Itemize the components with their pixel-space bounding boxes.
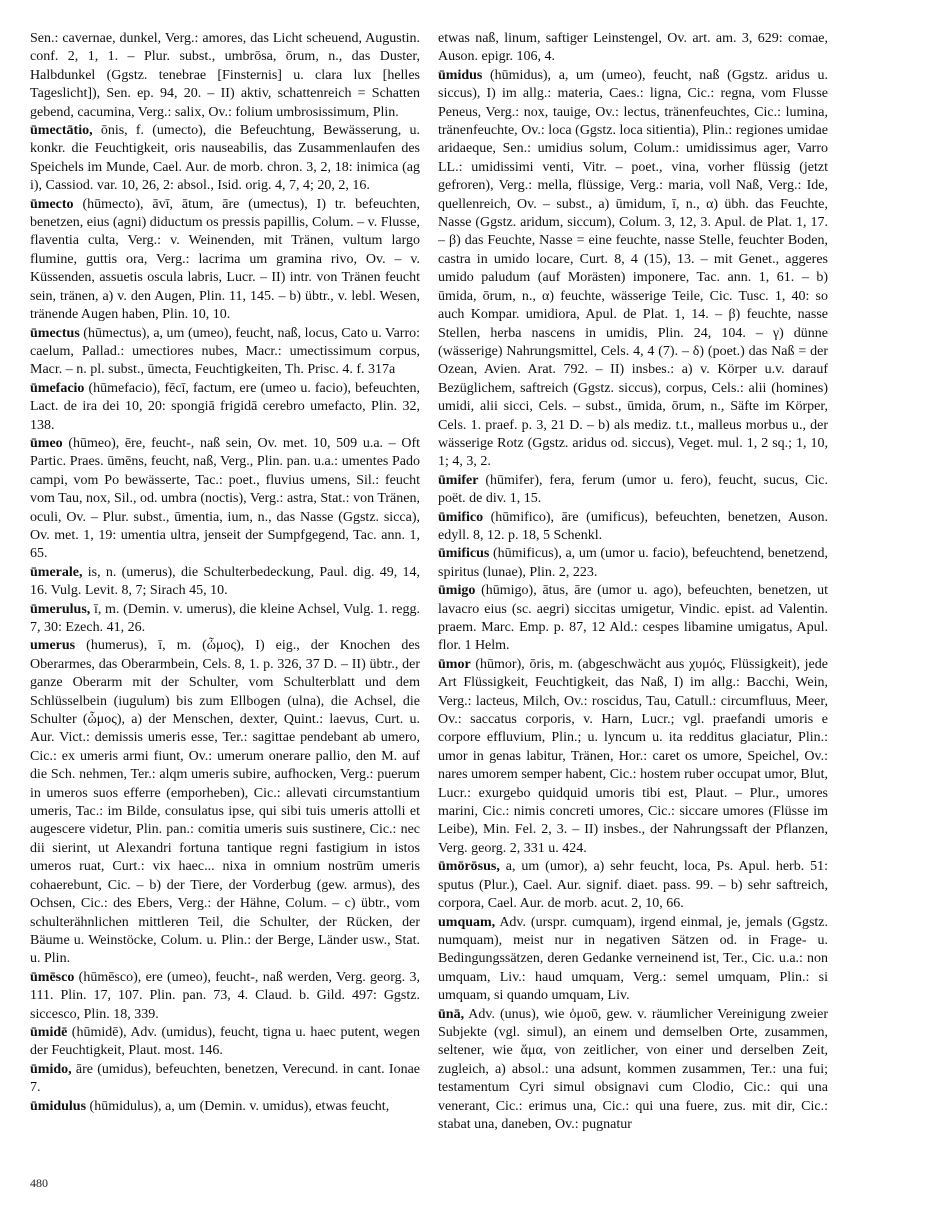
entry-text: (hūmecto), āvī, ātum, āre (umectus), I) tr. befeuchten, benetzen, eius (agni) diductum os pressis papillis, Colum. – v. Flusse, flaventia culta, Verg.: v. Weinenden, mit Tränen, vultum largo flumine, guttis ora, Verg.: lacrima um gramina rivo, Ov. – v. Küssenden, assuetis oscula labris, Lucr. – II) intr. von Tränen feucht sein, tränen, a) v. den Augen, Plin. 11, 145. – b) übtr., v. lebl. Wesen, tränende Augen haben, Plin. 10, 10. — [30, 196, 420, 323]
dictionary-entry — [438, 545, 828, 582]
entry-text: (hūmeo), ēre, feucht-, naß sein, Ov. met. 10, 509 u.a. – Oft Partic. Praes. ūmēns, feucht, naß, Verg., Plin. pan. u.a.: umentes Pado campi, vom Po bewässerte, Tac.: poet., fluvius umens, Sil.: feucht vom Tau, nox, Sil., od. umbra (noctis), Verg.: astra, Stat.: von Tränen, oculi, Ov. – Plur. subst., ūmentia, ium, n., das Nasse (Ggstz. sicca), Ov. met. 1, 19: umentia ultra, jenseit der Sumpfgegend, Tac. ann. 1, 65. — [30, 435, 420, 562]
page-number: 480 — [30, 1176, 48, 1190]
dictionary-entry — [30, 969, 420, 1024]
entry-text: (hūmidulus), a, um (Demin. v. umidus), etwas feucht, — [86, 1098, 390, 1114]
entry-text: etwas naß, linum, saftiger Leinstengel, Ov. art. am. 3, 629: comae, Auson. epigr. 106, 4. — [438, 31, 828, 65]
entry-text: (hūmidus), a, um (umeo), feucht, naß (Ggstz. aridus u. siccus), I) im allg.: materia, Caes.: ligna, Cic.: regna, vom Flusse Peneus, Verg.: nox, tauige, Ov.: lectus, tränenfeuchtes, Cic.: lumina, tränenfeuchte, Ov.: loca (Ggstz. loca sitientia), Plin.: regiones umidae aridaeque, Sen.: umidius solum, Colum.: umidissimus ager, Varro LL.: umidissimi venti, Vitr. – poet., vina, vorher flüssig (jetzt gefroren), Verg.: mella, flüssige, Verg.: maria, voll Naß, Verg.: Ide, quellenreich, Ov. – subst., a) ūmidum, ī, n., α) übh. das Feuchte, Nasse (Ggstz. aridum, siccum), Colum. 3, 12, 3. Apul. de Plat. 1, 17. – β) das Feuchte, Nasse = eine feuchte, nasse Stelle, feuchter Boden, castra in umido locare, Curt. 8, 4 (15), 13. – mit Genet., aggeres umido paludum (auf Morästen) imponere, Tac. ann. 1, 61. – b) ūmida, ōrum, n., α) feuchte, wässerige Teile, Cic. Tusc. 1, 40: so auch Kompar. umidiora, Apul. de Plat. 1, 14. – β) feuchte, nasse Stellen, herba nascens in umidis, Plin. 24, 104. – γ) dünne (wässerige) Nahrungsmittel, Cels. 4, 4 (7). – δ) (poet.) das Naß = der Ozean, Avien. Arat. 792. – II) insbes.: a) v. Körper u.v. darauf Bezüglichem, saftreich (Ggstz. siccus), corpus, Cels.: alii (homines) umidi, alii sicci, Cels. – subst., ūmida, ōrum, n., Säfte im Körper, Cels. 1. praef. p. 3, 21 D. – b) als mediz. t.t., malleus morbus u., der wässerige Rotz (Ggstz. aridus od. siccus), Veget. mul. 1, 2 sq.; 1, 10, 1; 4, 3, 2. — [438, 67, 828, 470]
entry-headword: ūmōrōsus, — [438, 859, 500, 875]
dictionary-entry — [30, 122, 420, 196]
dictionary-entry — [438, 472, 828, 509]
entry-headword: ūmectātio, — [30, 123, 93, 139]
entry-headword: umquam, — [438, 914, 496, 930]
entry-headword: ūmificus — [438, 546, 490, 562]
entry-text: Adv. (urspr. cumquam), irgend einmal, je, jemals (Ggstz. numquam), meist nur in negativen Sätzen od. in Frage- u. Bedingungssätzen, deren Gedanke verneinend ist, Ter., Cic. u.a.: non umquam, Liv.: haud umquam, Verg.: semel umquam, Plin.: si umquam, si quando umquam, Liv. — [438, 914, 828, 1004]
entry-headword: ūmēsco — [30, 969, 75, 985]
entry-text: Sen.: cavernae, dunkel, Verg.: amores, das Licht scheuend, Augustin. conf. 2, 1, 1. – Plur. subst., umbrōsa, ōrum, n., das Duster, Halbdunkel (Ggstz. tenebrae [Finsternis] u. clara lux [helles Tageslicht]), Sen. ep. 94, 20. – II) aktiv, schattenreich = Schatten gebend, cacumina, Verg.: salix, Ov.: folium umbrosissimum, Plin. — [30, 31, 420, 120]
entry-headword: ūmerulus, — [30, 601, 91, 617]
entry-text: (hūmor), ōris, m. (abgeschwächt aus χυμός, Flüssigkeit), jede Art Flüssigkeit, Feuchtigkeit, das Naß, I) im allg.: Bacchi, Wein, Verg.: lacteus, Milch, Ov.: roscidus, Tau, Catull.: circumfluus, Meer, Ov.: saccatus corporis, v. Harn, Lucr.; vgl. praefandi umoris e corpore effluvium, Plin.; u. lyncum u. ita redditus glaciatur, Plin.: umor in genas labitur, Tränen, Hor.: caret os umore, Speichel, Ov.: nares umorem semper habent, Cic.: hostem ruber occupat umor, Blut, Lucr.: exurgebo quidquid umoris tibi est, Plaut. – Plur., umores marini, Cic.: nimis concreti umores, Cic.: siccare umores (Flüsse im Leibe), Min. Fel. 2, 3. – II) insbes., der Nahrungssaft der Pflanzen, Verg. georg. 2, 331 u. 424. — [438, 656, 828, 856]
entry-headword: ūmidus — [438, 67, 483, 83]
dictionary-entry — [438, 858, 828, 913]
entry-headword: ūmidulus — [30, 1098, 87, 1114]
entry-text: (hūmificus), a, um (umor u. facio), befeuchtend, benetzend, spiritus (lunae), Plin. 2, 223. — [438, 546, 828, 580]
entry-text: (hūmidē), Adv. (umidus), feucht, tigna u. haec putent, wegen der Feuchtigkeit, Plaut. most. 146. — [30, 1024, 420, 1059]
dictionary-entry — [30, 1061, 420, 1098]
entry-text: āre (umidus), befeuchten, benetzen, Verecund. in cant. Ionae 7. — [30, 1061, 420, 1096]
dictionary-entry — [438, 67, 828, 472]
entry-headword: ūmecto — [30, 196, 74, 212]
entry-text: (hūmectus), a, um (umeo), feucht, naß, locus, Cato u. Varro: caelum, Pallad.: umectiores nubes, Macr.: umectissimum corpus, Macr. – n. pl. subst., ūmecta, Feuchtigkeiten, Th. Prisc. 4. f. 317a — [30, 325, 420, 378]
entry-headword: ūmerale, — [30, 564, 83, 580]
entry-text: is, n. (umerus), die Schulterbedeckung, Paul. dig. 49, 14, 16. Vulg. Levit. 8, 7; Sirach 45, 10. — [30, 564, 420, 599]
entry-headword: ūmido, — [30, 1061, 72, 1077]
entry-text: a, um (umor), a) sehr feucht, loca, Ps. Apul. herb. 51: sputus (Plur.), Cael. Aur. signif. diaet. pass. 99. – b) sehr saftreich, corpora, Cael. Aur. de morb. acut. 2, 10, 66. — [438, 859, 828, 912]
entry-text: ī, m. (Demin. v. umerus), die kleine Achsel, Vulg. 1. regg. 7, 30: Ezech. 41, 26. — [30, 601, 420, 635]
entry-headword: ūmeo — [30, 435, 63, 451]
dictionary-entry — [438, 509, 828, 546]
dictionary-entry — [438, 30, 828, 67]
entry-headword: ūmifer — [438, 472, 479, 488]
entry-text: ōnis, f. (umecto), die Befeuchtung, Bewässerung, u. konkr. die Feuchtigkeit, oris nauseabilis, das Zusammenlaufen des Speichels im Munde, Cael. Aur. de morb. chron. 3, 2, 18: inimica (ag i), Cassiod. var. 10, 26, 2: absol., Isid. orig. 4, 7, 4; 20, 2, 16. — [30, 123, 420, 194]
dictionary-entry — [30, 1024, 420, 1061]
entry-headword: ūmectus — [30, 325, 80, 341]
entry-headword: ūnā, — [438, 1006, 465, 1022]
dictionary-entry — [30, 637, 420, 968]
entry-headword: ūmor — [438, 656, 471, 672]
dictionary-entry — [30, 1098, 420, 1116]
dictionary-entry — [30, 30, 420, 122]
entry-headword: umerus — [30, 638, 76, 654]
entry-text: (hūmifico), āre (umificus), befeuchten, benetzen, Auson. edyll. 8, 12. p. 18, 5 Schenkl. — [438, 509, 828, 543]
entry-text: (hūmēsco), ere (umeo), feucht-, naß werden, Verg. georg. 3, 111. Plin. 17, 107. Plin. pan. 73, 4. Claud. b. Gild. 497: Ggstz. siccesco, Plin. 18, 339. — [30, 969, 420, 1022]
entry-headword: ūmifico — [438, 509, 484, 525]
left-column — [30, 30, 420, 1170]
dictionary-entry — [30, 564, 420, 601]
dictionary-entry — [30, 435, 420, 564]
dictionary-entry — [30, 601, 420, 638]
dictionary-entry — [30, 380, 420, 435]
entry-headword: ūmidē — [30, 1024, 68, 1040]
dictionary-entry — [30, 325, 420, 380]
right-column — [438, 30, 828, 1170]
dictionary-entry — [438, 1006, 828, 1135]
entry-text: (hūmigo), ātus, āre (umor u. ago), befeuchten, benetzen, ut lavacro eius (sc. aegri) siccitas umigetur, Vindic. epist. ad Valentin. praem. Marc. Emp. p. 87, 12 Ald.: cespes libamine umigatus, Apul. flor. 1 Helm. — [438, 583, 828, 654]
entry-text: (hūmifer), fera, ferum (umor u. fero), feucht, sucus, Cic. poët. de div. 1, 15. — [438, 472, 828, 507]
entry-headword: ūmigo — [438, 583, 476, 599]
dictionary-entry — [438, 656, 828, 858]
dictionary-entry — [438, 914, 828, 1006]
entry-headword: ūmefacio — [30, 380, 85, 396]
dictionary-entry — [438, 582, 828, 656]
dictionary-entry — [30, 196, 420, 325]
entry-text: (humerus), ī, m. (ὦμος), I) eig., der Knochen des Oberarmes, das Oberarmbein, Cels. 8, 1. p. 326, 37 D. – II) übtr., der ganze Oberarm mit der Schulter, vom Schulterblatt und dem Schlüsselbein (iugulum) bis zum Ellbogen (ulna), die Achsel, die Schulter (ὦμος), a) der Menschen, dexter, Quint.: laevus, Curt. u. Aur. Vict.: demissis umeris esse, Ter.: sagittae pendebant ab umero, Cic.: ex umeris armi fiunt, Ov.: umerum onerare pallio, den M. auf die Sch. nehmen, Ter.: alqm umeris subire, aufhocken, Verg.: puerum in umeros suos efferre (emporheben), Cic.: allevati circumstantium umeris, Tac.: im Bilde, consulatus ipse, qui sibi tuis umeris attolli et augescere videtur, Plin. pan.: comitia umeris suis sustinere, Cic.: nec dii sierint, ut Alexandri fortuna tantique regni fastigium in istos umeros ruat, Curt.: vix haec... nixa in omnium nostrūm umeris cohaerebunt, Cic. – b) der Tiere, der Vorderbug (gew. armus), des Ochsen, Cic.: des Ebers, Verg.: der Hähne, Colum. – c) übtr., vom schulterähnlichen mittleren Teil, die Schulter, der Rücken, der Bäume u. Weinstöcke, Colum. u. Plin.: der Berge, Länder usw., Stat. u. Plin. — [30, 638, 420, 967]
entry-text: (hūmefacio), fēcī, factum, ere (umeo u. facio), befeuchten, Lact. de ira dei 10, 20: spongiā frigidā cerebro umefacto, Plin. 32, 138. — [30, 380, 420, 433]
entry-text: Adv. (unus), wie ὁμοῦ, gew. v. räumlicher Vereinigung zweier Subjekte (vgl. simul), an einem und demselben Orte, zusammen, seltener, wie ἅμα, von zeitlicher, von einer und derselben Zeit, zugleich, a) absol.: una adsunt, kommen zusammen, Ter.: una fui; testamentum Cyri simul obsignavi cum Clodio, Cic.: qui una venerant, Cic.: erimus una, Cic.: qui una fuere, zus. mit dir, Cic.: stabat una, daneben, Ov.: pugnatur — [438, 1006, 828, 1132]
